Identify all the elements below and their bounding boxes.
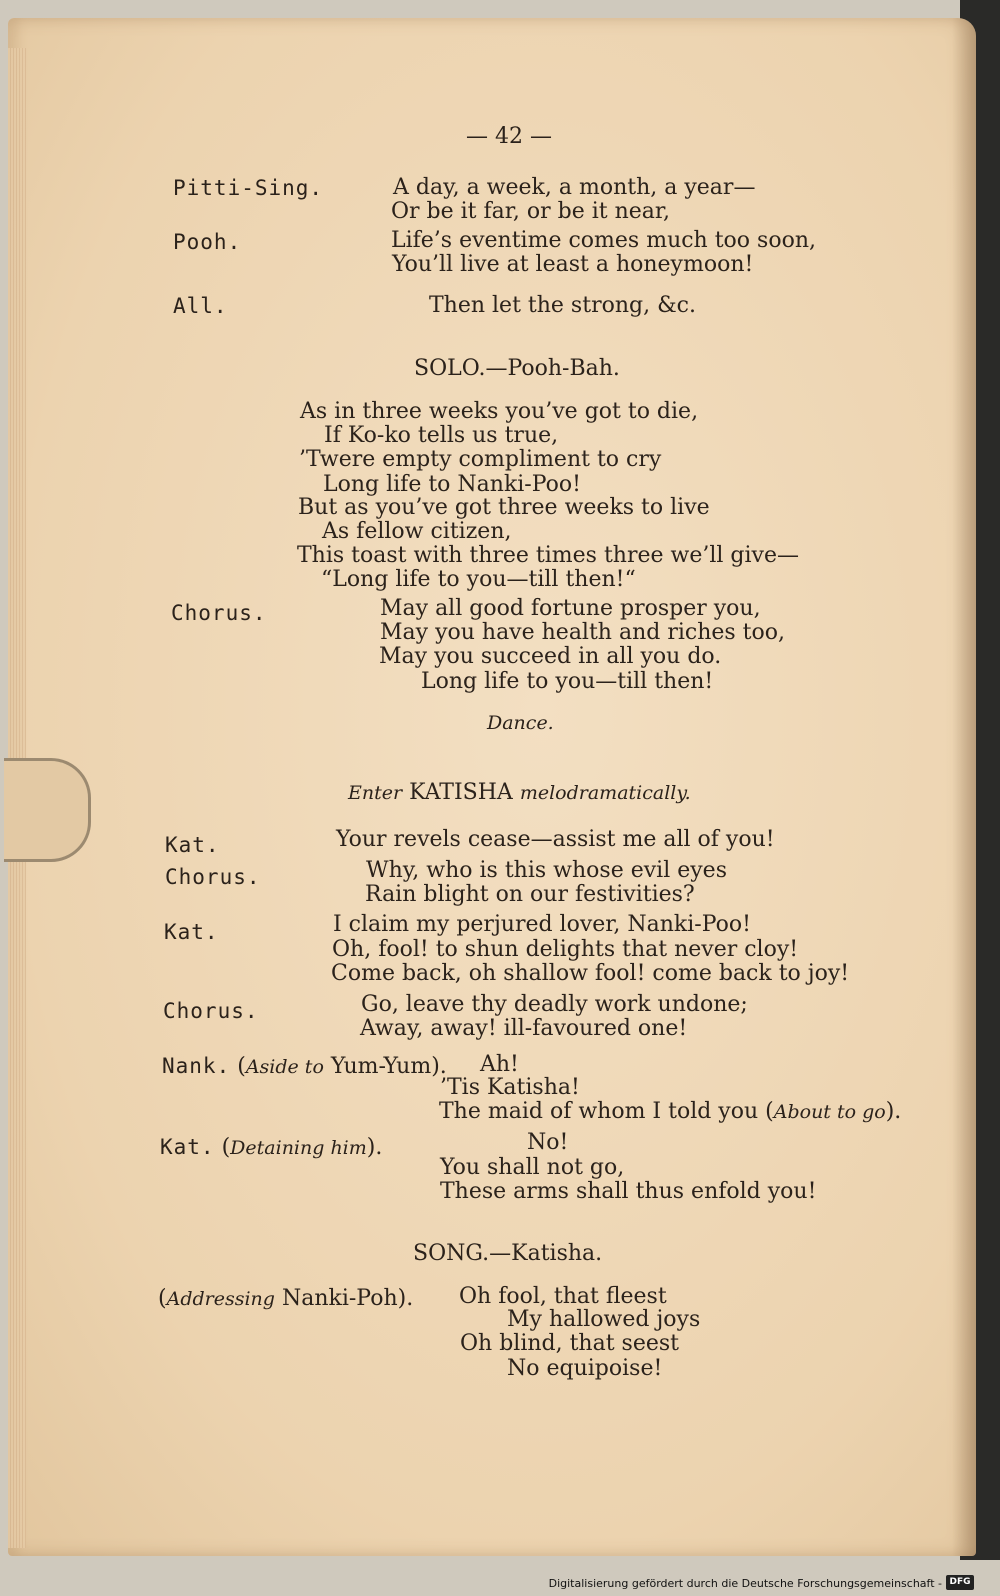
verse-line: I claim my perjured lover, Nanki-Poo! <box>333 912 751 937</box>
speaker-chorus: Chorus. <box>165 865 261 889</box>
verse-line: As fellow citizen, <box>322 519 512 544</box>
verse-line: Oh, fool! to shun delights that never cloy! <box>332 937 799 962</box>
stage-direction-dance: Dance. <box>487 712 554 734</box>
verse-line: “Long life to you—till then!“ <box>321 567 636 592</box>
page-number: — 42 — <box>466 124 552 149</box>
verse-line: If Ko-ko tells us true, <box>324 423 559 448</box>
verse-line-with-direction <box>439 1101 901 1123</box>
paren: ( <box>237 1054 246 1079</box>
verse-line: A day, a week, a month, a year— <box>393 175 756 200</box>
speaker-kat: Kat. <box>165 833 220 857</box>
verse-line: Or be it far, or be it near, <box>391 199 670 224</box>
direction-text: Aside to <box>245 1056 324 1078</box>
verse-line: Then let the strong, &c. <box>429 293 696 318</box>
verse-line: You shall not go, <box>440 1155 625 1180</box>
section-heading-song: SONG.—Katisha. <box>413 1241 603 1266</box>
speaker-chorus: Chorus. <box>171 601 267 625</box>
verse-line: Why, who is this whose evil eyes <box>366 858 727 883</box>
speaker-nank-line <box>162 1056 447 1078</box>
footer-bar <box>0 1572 1000 1596</box>
stage-direction-addressing <box>158 1288 413 1310</box>
direction-text: Addressing <box>166 1288 275 1310</box>
verse-line: May you succeed in all you do. <box>379 644 722 669</box>
speaker-kat: Kat. <box>164 920 219 944</box>
verse-line: No! <box>527 1130 569 1155</box>
verse-line: Rain blight on our festivities? <box>365 882 695 907</box>
verse-text: The maid of whom I told you <box>439 1099 759 1124</box>
verse-line: Oh fool, that fleest <box>459 1284 667 1309</box>
verse-line: Your revels cease—assist me all of you! <box>336 827 775 852</box>
verse-line: These arms shall thus enfold you! <box>440 1179 817 1204</box>
direction-text: Detaining him <box>230 1137 367 1159</box>
verse-line: ’Twere empty compliment to cry <box>299 447 662 472</box>
verse-line: Life’s eventime comes much too soon, <box>391 228 816 253</box>
paren: ). <box>885 1099 902 1124</box>
verse-line: Ah! <box>480 1052 519 1077</box>
direction-text: About to go <box>773 1101 886 1123</box>
verse-line: Come back, oh shallow fool! come back to joy! <box>331 961 850 986</box>
verse-line: My hallowed joys <box>507 1307 701 1332</box>
speaker-pooh: Pooh. <box>173 230 242 254</box>
speaker-kat: Kat. <box>160 1135 215 1159</box>
page-gutter-shadow <box>952 18 976 1556</box>
speaker-all: All. <box>173 294 228 318</box>
direction-text: melodramatically. <box>519 782 691 804</box>
paren: ( <box>221 1135 231 1160</box>
character-name: Yum-Yum). <box>330 1054 447 1079</box>
character-name: Nanki-Poh). <box>281 1286 414 1311</box>
verse-line: Long life to Nanki-Poo! <box>323 472 581 497</box>
verse-line: As in three weeks you’ve got to die, <box>300 399 699 424</box>
speaker-pitti-sing: Pitti-Sing. <box>173 176 324 200</box>
stage-direction-enter <box>348 782 691 804</box>
thumb-tab <box>4 758 91 862</box>
verse-line: Oh blind, that seest <box>460 1331 680 1356</box>
paren: ). <box>366 1135 383 1160</box>
verse-line: May you have health and riches too, <box>380 620 786 645</box>
dfg-logo: DFG <box>946 1575 974 1590</box>
verse-line: May all good fortune prosper you, <box>380 596 761 621</box>
verse-line: Go, leave thy deadly work undone; <box>361 992 748 1017</box>
footer-credit: Digitalisierung gefördert durch die Deutsche Forschungsgemeinschaft - <box>548 1577 942 1590</box>
verse-line: But as you’ve got three weeks to live <box>298 495 710 520</box>
speaker-kat-line <box>160 1137 382 1159</box>
speaker-chorus: Chorus. <box>163 999 259 1023</box>
section-heading-solo: SOLO.—Pooh-Bah. <box>414 356 620 381</box>
verse-line: ’Tis Katisha! <box>440 1075 580 1100</box>
verse-line: Long life to you—till then! <box>421 669 714 694</box>
verse-line: This toast with three times three we’ll give— <box>297 543 799 568</box>
verse-line: No equipoise! <box>507 1356 663 1381</box>
direction-text: Enter <box>348 782 403 804</box>
paren: ( <box>765 1099 774 1124</box>
character-name: KATISHA <box>409 780 513 805</box>
speaker-nank: Nank. <box>162 1054 231 1078</box>
verse-line: Away, away! ill-favoured one! <box>360 1016 688 1041</box>
paren: ( <box>158 1286 167 1311</box>
verse-line: You’ll live at least a honeymoon! <box>392 252 754 277</box>
